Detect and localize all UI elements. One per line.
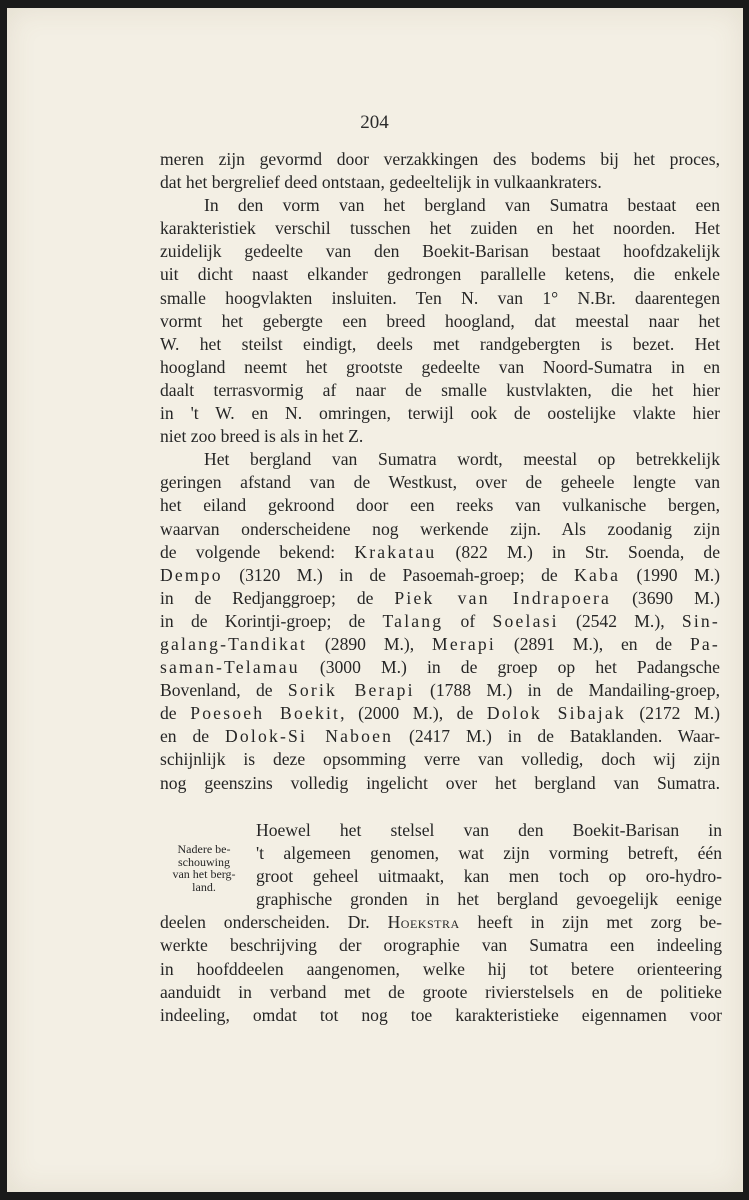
text-line: W. het steilst eindigt, deels met randgebergten is bezet. Het xyxy=(160,333,720,354)
volcano-name: saman-Telamau xyxy=(160,657,300,678)
volcano-line: in de Redjanggroep; de Piek van Indrapoera (3690 M.) xyxy=(160,587,720,608)
text-line: geringen afstand van de Westkust, over de geheele lengte van xyxy=(160,472,720,493)
volcano-line: saman-Telamau (3000 M.) in de groep op het Padangsche xyxy=(160,657,720,678)
text-line: nog geenszins volledig ingelicht over het bergland van Sumatra. xyxy=(160,772,720,793)
volcano-name: Pa- xyxy=(689,633,720,654)
text-line: vormt het gebergte een breed hoogland, dat meestal naar het xyxy=(160,310,720,331)
text-line: dat het bergrelief deed ontstaan, gedeeltelijk in vulkaankraters. xyxy=(160,172,602,193)
volcano-name: Soelasi xyxy=(492,610,559,631)
volcano-line: galang-Tandikat (2890 M.), Merapi (2891 M.), en de Pa- xyxy=(160,633,720,654)
text-line: schijnlijk is deze opsomming verre van volledig, doch wij zijn xyxy=(160,749,720,770)
volcano-line: de volgende bekend: Krakatau (822 M.) in Str. Soenda, de xyxy=(160,541,720,562)
text-line: groot geheel uitmaakt, kan men toch op oro-hydro- xyxy=(256,866,722,887)
text-line: niet zoo breed is als in het Z. xyxy=(160,426,364,447)
text-line: Het bergland van Sumatra wordt, meestal op betrekkelijk xyxy=(204,449,720,470)
volcano-name: Dolok Sibajak xyxy=(486,703,626,724)
volcano-name: Dempo xyxy=(160,564,223,585)
text-line: in hoofddeelen aangenomen, welke hij tot betere orienteering xyxy=(160,958,722,979)
text-line: karakteristiek verschil tusschen het zuiden en het noorden. Het xyxy=(160,218,720,239)
volcano-name: Kaba xyxy=(574,564,621,585)
text-line: uit dicht naast elkander gedrongen parallelle ketens, die enkele xyxy=(160,264,720,285)
text-line: in 't W. en N. omringen, terwijl ook de oostelijke vlakte hier xyxy=(160,403,720,424)
volcano-name: Piek van Indrapoera xyxy=(394,587,612,608)
text-line: Hoewel het stelsel van den Boekit-Barisan in xyxy=(256,820,722,840)
text-line: daalt terrasvormig af naar de smalle kustvlakten, die het hier xyxy=(160,379,720,400)
text-line: meren zijn gevormd door verzakkingen des bodems bij het proces, xyxy=(160,149,720,169)
volcano-name: Merapi xyxy=(432,633,497,654)
text-line: deelen onderscheiden. Dr. Hoekstra heeft in zijn met zorg be- xyxy=(160,912,722,933)
text-line: smalle hoogvlakten insluiten. Ten N. van 1° N.Br. daarentegen xyxy=(160,287,720,308)
volcano-name: Sorik Berapi xyxy=(287,680,415,701)
text-line: zuidelijk gedeelte van den Boekit-Barisan bestaat hoofdzakelijk xyxy=(160,241,720,262)
text-line: graphische gronden in het bergland gevoegelijk eenige xyxy=(256,889,722,910)
text-line: werkte beschrijving der orographie van Sumatra een indeeling xyxy=(160,935,722,956)
volcano-name: Krakatau xyxy=(354,541,437,562)
main-text-block xyxy=(160,148,720,795)
text-line: hoogland neemt het grootste gedeelte van Noord-Sumatra in en xyxy=(160,356,720,377)
text-line: indeeling, omdat tot nog toe karakteristieke eigennamen voor xyxy=(160,1004,722,1025)
volcano-name: galang-Tandikat xyxy=(160,633,308,654)
text-line: aanduidt in verband met de groote rivierstelsels en de politieke xyxy=(160,981,722,1002)
text-line: het eiland gekroond door een reeks van vulkanische bergen, xyxy=(160,495,720,516)
volcano-line: Bovenland, de Sorik Berapi (1788 M.) in de Mandailing-groep, xyxy=(160,680,720,701)
text-line: waarvan onderscheidene nog werkende zijn. Als zoodanig zijn xyxy=(160,518,720,539)
volcano-name: Dolok-Si Naboen xyxy=(225,726,394,747)
volcano-line: Dempo (3120 M.) in de Pasoemah-groep; de Kaba (1990 M.) xyxy=(160,564,720,585)
page-number: 204 xyxy=(360,112,389,133)
section-text-block xyxy=(160,819,722,1027)
volcano-name: Poesoeh Boekit xyxy=(190,703,341,724)
volcano-line: de Poesoeh Boekit, (2000 M.), de Dolok Sibajak (2172 M.) xyxy=(160,703,720,724)
volcano-line: in de Korintji-groep; de Talang of Soelasi (2542 M.), Sin- xyxy=(160,610,720,631)
volcano-name: Sin- xyxy=(681,610,720,631)
text-line: In den vorm van het bergland van Sumatra bestaat een xyxy=(204,195,720,216)
volcano-line: en de Dolok-Si Naboen (2417 M.) in de Bataklanden. Waar- xyxy=(160,726,720,747)
margin-note: Nadere be- schouwing van het berg- land. xyxy=(172,842,236,894)
volcano-name: Talang xyxy=(382,610,444,631)
text-line: 't algemeen genomen, wat zijn vorming betreft, één xyxy=(256,843,722,864)
author-name: Hoekstra xyxy=(387,912,460,933)
